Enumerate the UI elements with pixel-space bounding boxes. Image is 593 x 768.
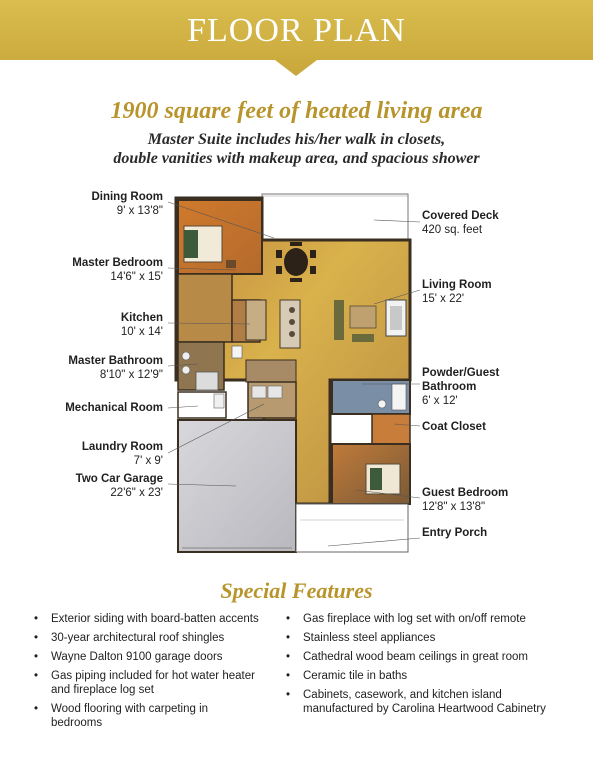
feature-item: • 30-year architectural roof shingles: [34, 632, 225, 644]
feature-item: • Cabinets, casework, and kitchen island manufactured by Carolina Heartwood Cabinetry: [286, 689, 546, 715]
feature-item: • Ceramic tile in baths: [286, 670, 408, 682]
features-list-left: [34, 612, 289, 735]
kitchen-hall: [246, 300, 296, 418]
bullet-icon: •: [34, 703, 39, 715]
covered-deck: [262, 194, 408, 240]
bullet-icon: •: [34, 632, 39, 644]
dining-table: [276, 242, 316, 282]
headline: 1900 square feet of heated living area: [110, 98, 483, 124]
label-master-bedroom: Master Bedroom 14'6" x 15': [72, 257, 163, 283]
bullet-icon: •: [286, 670, 291, 682]
bullet-icon: •: [34, 613, 39, 625]
bullet-icon: •: [34, 670, 39, 682]
mechanical-room: [178, 392, 226, 418]
feature-item: • Cathedral wood beam ceilings in great room: [286, 651, 529, 663]
entry-porch: [296, 504, 408, 552]
kitchen-island: [280, 300, 300, 348]
label-powder-guest-bathroom: Powder/Guest Bathroom 6' x 12': [422, 367, 500, 407]
bullet-icon: •: [286, 632, 291, 644]
label-dining-room: Dining Room 9' x 13'8": [91, 191, 163, 217]
label-coat-closet: Coat Closet: [422, 421, 486, 433]
guest-bedroom: [332, 444, 410, 504]
two-car-garage: [178, 420, 296, 552]
bullet-icon: •: [286, 613, 291, 625]
master-bedroom: [178, 200, 262, 274]
living-furniture: [334, 300, 406, 342]
banner-title: FLOOR PLAN: [187, 12, 406, 49]
bullet-icon: •: [34, 651, 39, 663]
great-room: [176, 198, 410, 504]
label-living-room: Living Room 15' x 22': [422, 279, 492, 305]
label-entry-porch: Entry Porch: [422, 527, 488, 539]
powder-bath: [332, 380, 410, 414]
features-list-right: [286, 612, 576, 721]
feature-item: • Wayne Dalton 9100 garage doors: [34, 651, 223, 663]
feature-item: • Stainless steel appliances: [286, 632, 436, 644]
bullet-icon: •: [286, 689, 291, 701]
label-covered-deck: Covered Deck 420 sq. feet: [422, 210, 499, 236]
label-two-car-garage: Two Car Garage 22'6" x 23': [75, 473, 163, 499]
master-bath: [178, 274, 260, 390]
feature-item: • Exterior siding with board-batten accents: [34, 613, 259, 625]
features-title: Special Features: [220, 578, 373, 603]
label-guest-bedroom: Guest Bedroom 12'8" x 13'8": [422, 487, 509, 513]
label-mechanical-room: Mechanical Room: [65, 402, 163, 414]
bullet-icon: •: [286, 651, 291, 663]
label-master-bathroom: Master Bathroom 8'10" x 12'9": [68, 355, 163, 381]
feature-item: • Gas fireplace with log set with on/off remote: [286, 613, 526, 625]
coat-closet: [372, 414, 410, 444]
feature-item: • Wood flooring with carpeting in bedrooms: [34, 703, 209, 729]
subheadline-line-1: Master Suite includes his/her walk in closets,: [147, 131, 446, 148]
label-laundry-room: Laundry Room 7' x 9': [81, 441, 163, 467]
subheadline-line-2: double vanities with makeup area, and spacious shower: [113, 150, 480, 167]
feature-item: • Gas piping included for hot water heater and fireplace log set: [34, 670, 255, 696]
label-kitchen: Kitchen 10' x 14': [120, 312, 163, 338]
leader-lines: [168, 202, 420, 546]
